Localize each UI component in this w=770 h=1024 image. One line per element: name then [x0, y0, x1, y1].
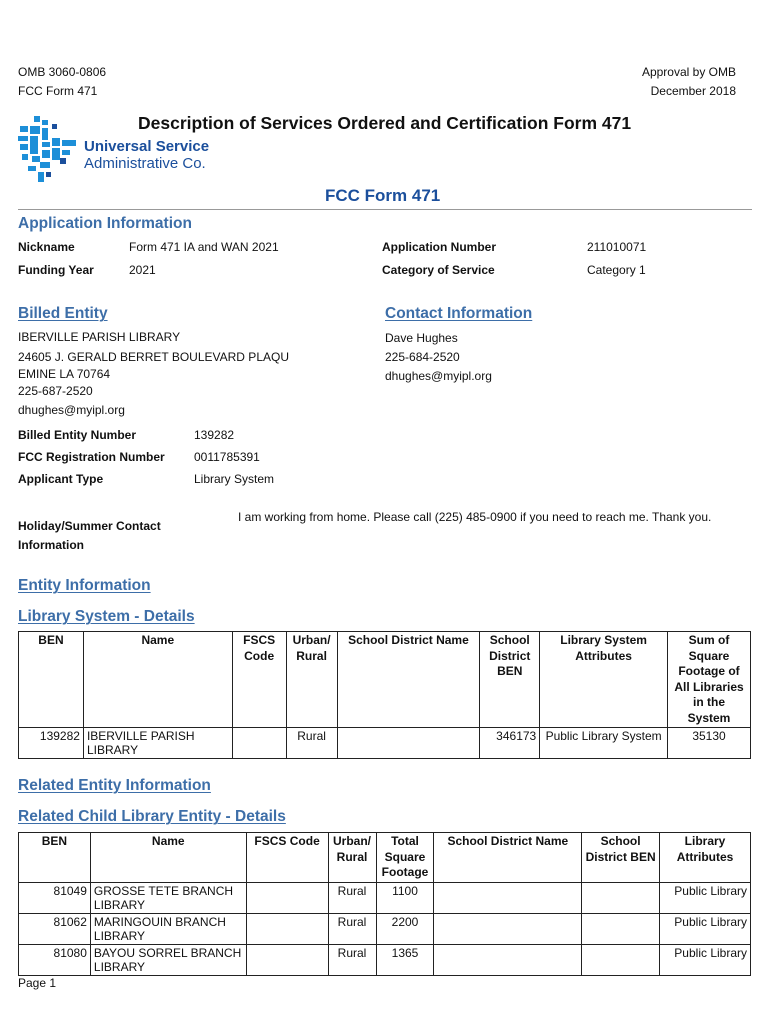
logo-line-2: Administrative Co. — [84, 155, 206, 172]
library-system-heading: Library System - Details — [18, 608, 195, 625]
cell-square-footage: 1100 — [376, 883, 434, 914]
cell-school-district-ben — [582, 914, 660, 945]
table-row — [19, 945, 751, 976]
frn-value: 0011785391 — [194, 450, 260, 464]
col-school-district-ben: School District BEN — [582, 833, 660, 883]
cell-library-attributes: Public Library — [660, 883, 751, 914]
col-attributes: Library System Attributes — [540, 632, 668, 728]
divider — [18, 209, 752, 210]
related-entity-heading: Related Entity Information — [18, 777, 211, 794]
nickname-value: Form 471 IA and WAN 2021 — [129, 240, 279, 254]
col-name: Name — [83, 632, 232, 728]
cell-ben: 81049 — [19, 883, 91, 914]
funding-year-label: Funding Year — [18, 263, 94, 277]
billed-entity-heading: Billed Entity — [18, 305, 108, 322]
col-fscs: FSCS Code — [246, 833, 328, 883]
form-reference: FCC Form 471 — [18, 84, 98, 98]
usac-logo-text — [84, 138, 209, 172]
category-value: Category 1 — [587, 263, 646, 277]
cell-name: IBERVILLE PARISH LIBRARY — [83, 728, 232, 759]
billed-entity-phone: 225-687-2520 — [18, 384, 93, 398]
cell-school-district-name — [434, 883, 582, 914]
child-library-heading: Related Child Library Entity - Details — [18, 808, 286, 825]
col-square-footage: Sum of Square Footage of All Libraries in the System — [668, 632, 751, 728]
category-label: Category of Service — [382, 263, 495, 277]
cell-urban-rural: Rural — [286, 728, 337, 759]
cell-fscs — [246, 883, 328, 914]
cell-library-attributes: Public Library — [660, 914, 751, 945]
col-school-district-name: School District Name — [434, 833, 582, 883]
table-header-row — [19, 833, 751, 883]
col-ben: BEN — [19, 632, 84, 728]
ben-value: 139282 — [194, 428, 235, 442]
col-urban-rural: Urban/ Rural — [286, 632, 337, 728]
application-info-heading: Application Information — [18, 215, 192, 232]
col-school-district-name: School District Name — [337, 632, 480, 728]
col-library-attributes: Library Attributes — [660, 833, 751, 883]
approval-text: Approval by OMB — [641, 65, 736, 79]
library-system-table — [18, 631, 751, 759]
contact-block — [385, 329, 492, 386]
cell-fscs — [246, 914, 328, 945]
cell-square-footage: 2200 — [376, 914, 434, 945]
cell-name: BAYOU SORREL BRANCH LIBRARY — [90, 945, 246, 976]
ben-label: Billed Entity Number — [18, 428, 137, 442]
page-number: Page 1 — [18, 976, 57, 990]
cell-urban-rural: Rural — [328, 914, 376, 945]
contact-info-heading: Contact Information — [385, 305, 533, 322]
funding-year-value: 2021 — [129, 263, 156, 277]
frn-label: FCC Registration Number — [18, 450, 165, 464]
application-number-label: Application Number — [382, 240, 497, 254]
cell-ben: 139282 — [19, 728, 84, 759]
cell-square-footage: 35130 — [668, 728, 751, 759]
cell-urban-rural: Rural — [328, 883, 376, 914]
header-right — [642, 63, 736, 101]
child-library-table — [18, 832, 751, 976]
table-header-row — [19, 632, 751, 728]
holiday-contact-label — [18, 517, 161, 555]
applicant-type-label: Applicant Type — [18, 472, 104, 486]
cell-school-district-name — [434, 914, 582, 945]
cell-library-attributes: Public Library — [660, 945, 751, 976]
cell-school-district-name — [337, 728, 480, 759]
table-row — [19, 728, 751, 759]
cell-school-district-ben — [582, 883, 660, 914]
cell-school-district-ben: 346173 — [480, 728, 540, 759]
cell-attributes: Public Library System — [540, 728, 668, 759]
cell-name: GROSSE TETE BRANCH LIBRARY — [90, 883, 246, 914]
logo-line-1: Universal Service — [84, 138, 210, 155]
cell-fscs — [232, 728, 286, 759]
nickname-label: Nickname — [18, 240, 75, 254]
col-total-square-footage: Total Square Footage — [376, 833, 434, 883]
cell-ben: 81080 — [19, 945, 91, 976]
entity-info-heading: Entity Information — [18, 577, 151, 594]
col-ben: BEN — [19, 833, 91, 883]
header-left — [18, 63, 106, 101]
col-fscs: FSCS Code — [232, 632, 286, 728]
contact-phone: 225-684-2520 — [385, 350, 460, 364]
usac-logo-icon — [16, 114, 80, 186]
table-row — [19, 883, 751, 914]
omb-number: OMB 3060-0806 — [18, 65, 107, 79]
cell-name: MARINGOUIN BRANCH LIBRARY — [90, 914, 246, 945]
col-school-district-ben: School District BEN — [480, 632, 540, 728]
contact-email: dhughes@myipl.org — [385, 369, 492, 383]
form-name: FCC Form 471 — [325, 186, 441, 205]
cell-school-district-name — [434, 945, 582, 976]
holiday-contact-note: I am working from home. Please call (225) 485-0900 if you need to reach me. Thank you. — [238, 510, 712, 524]
cell-ben: 81062 — [19, 914, 91, 945]
approval-date: December 2018 — [650, 84, 736, 98]
cell-school-district-ben — [582, 945, 660, 976]
col-urban-rural: Urban/ Rural — [328, 833, 376, 883]
cell-urban-rural: Rural — [328, 945, 376, 976]
holiday-label-line-2: Information — [18, 538, 84, 552]
col-name: Name — [90, 833, 246, 883]
address-line-1: 24605 J. GERALD BERRET BOULEVARD PLAQU — [18, 350, 289, 364]
page-title: Description of Services Ordered and Certification Form 471 — [138, 113, 632, 133]
contact-name: Dave Hughes — [385, 331, 458, 345]
billed-entity-address — [18, 329, 289, 419]
table-row — [19, 914, 751, 945]
cell-square-footage: 1365 — [376, 945, 434, 976]
holiday-label-line-1: Holiday/Summer Contact — [18, 519, 161, 533]
cell-fscs — [246, 945, 328, 976]
billed-entity-email: dhughes@myipl.org — [18, 403, 125, 417]
application-number-value: 211010071 — [587, 240, 647, 254]
applicant-type-value: Library System — [194, 472, 275, 486]
address-line-2: EMINE LA 70764 — [18, 367, 111, 381]
billed-entity-name: IBERVILLE PARISH LIBRARY — [18, 330, 181, 344]
